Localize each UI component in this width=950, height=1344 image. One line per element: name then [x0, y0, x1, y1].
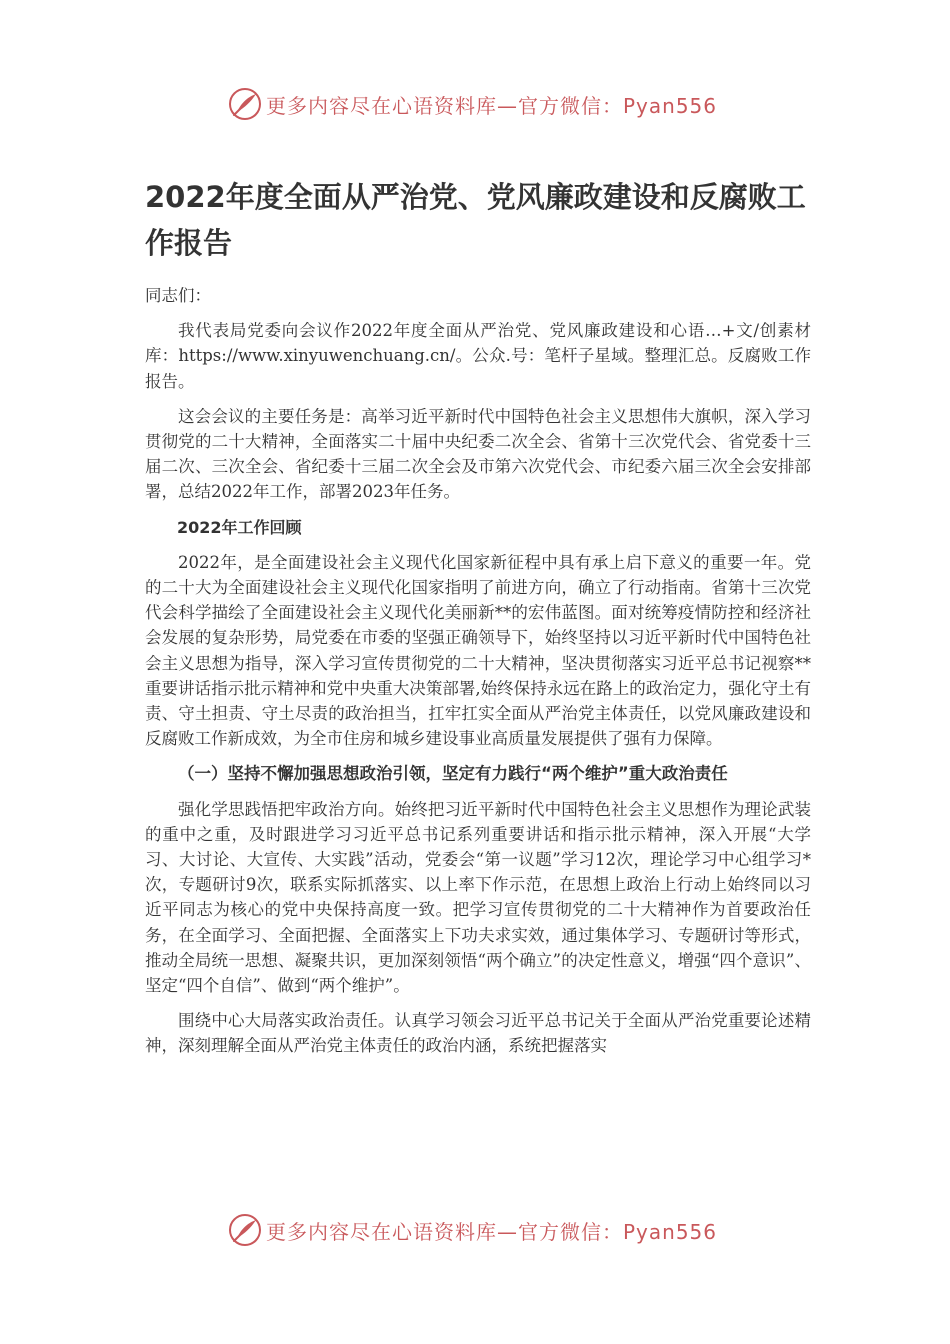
- paragraph: 这会会议的主要任务是：高举习近平新时代中国特色社会主义思想伟大旗帜，深入学习贯彻党的二十大精神，全面落实二十届中央纪委二次全会、省第十三次党代会、省党委十三届二次、三次全会、省纪委十三届二次全会及市第六次党代会、市纪委六届三次全会安排部署，总结2022年工作，部署2023年任务。: [145, 406, 811, 502]
- watermark-banner-bottom: [228, 1210, 728, 1250]
- quill-logo-icon: [228, 87, 262, 121]
- watermark-text: 更多内容尽在心语资料库—官方微信：Pyan556: [266, 93, 718, 118]
- section-heading: 2022年工作回顾: [177, 517, 302, 537]
- document-title: 2022年度全面从严治党、党风廉政建设和反腐败工作报告: [145, 180, 806, 260]
- paragraph: 2022年，是全面建设社会主义现代化国家新征程中具有承上启下意义的重要一年。党的二十大为全面建设社会主义现代化国家指明了前进方向，确立了行动指南。省第十三次党代会科学描绘了全面建设社会主义现代化美丽新**的宏伟蓝图。面对统筹疫情防控和经济社会发展的复杂形势，局党委在市委的坚强正确领导下，始终坚持以习近平新时代中国特色社会主义思想为指导，深入学习宣传贯彻党的二十大精神，坚决贯彻落实习近平总书记视察**重要讲话指示批示精神和党中央重大决策部署,始终保持永远在路上的政治定力，强化守土有责、守土担责、守土尽责的政治担当，扛牢扛实全面从严治党主体责任，以党风廉政建设和反腐败工作新成效，为全市住房和城乡建设事业高质量发展提供了强有力保障。: [145, 552, 811, 749]
- paragraph: 围绕中心大局落实政治责任。认真学习领会习近平总书记关于全面从严治党重要论述精神，深刻理解全面从严治党主体责任的政治内涵，系统把握落实: [145, 1011, 811, 1056]
- paragraph: 强化学思践悟把牢政治方向。始终把习近平新时代中国特色社会主义思想作为理论武装的重中之重，及时跟进学习习近平总书记系列重要讲话和指示批示精神，深入开展“大学习、大讨论、大宣传、大实践”活动，党委会“第一议题”学习12次，理论学习中心组学习*次，专题研讨9次，联系实际抓落实、以上率下作示范，在思想上政治上行动上始终同以习近平同志为核心的党中央保持高度一致。把学习宣传贯彻党的二十大精神作为首要政治任务，在全面学习、全面把握、全面落实上下功夫求实效，通过集体学习、专题研讨等形式，推动全局统一思想、凝聚共识，更加深刻领悟“两个确立”的决定性意义，增强“四个意识”、坚定“四个自信”、做到“两个维护”。: [145, 799, 811, 996]
- watermark-text: 更多内容尽在心语资料库—官方微信：Pyan556: [266, 1219, 718, 1244]
- document-body: [145, 283, 811, 1069]
- paragraph: 我代表局党委向会议作2022年度全面从严治党、党风廉政建设和心语…+文/创素材库：https://www.xinyuwenchuang.cn/。公众.号：笔杆子星域。整理汇总。反腐败工作报告。: [145, 321, 811, 391]
- watermark-banner-top: [228, 84, 728, 124]
- subsection-heading: （一）坚持不懈加强思想政治引领，坚定有力践行“两个维护”重大政治责任: [178, 764, 728, 784]
- quill-logo-icon: [228, 1213, 262, 1247]
- greeting: 同志们：: [145, 286, 211, 305]
